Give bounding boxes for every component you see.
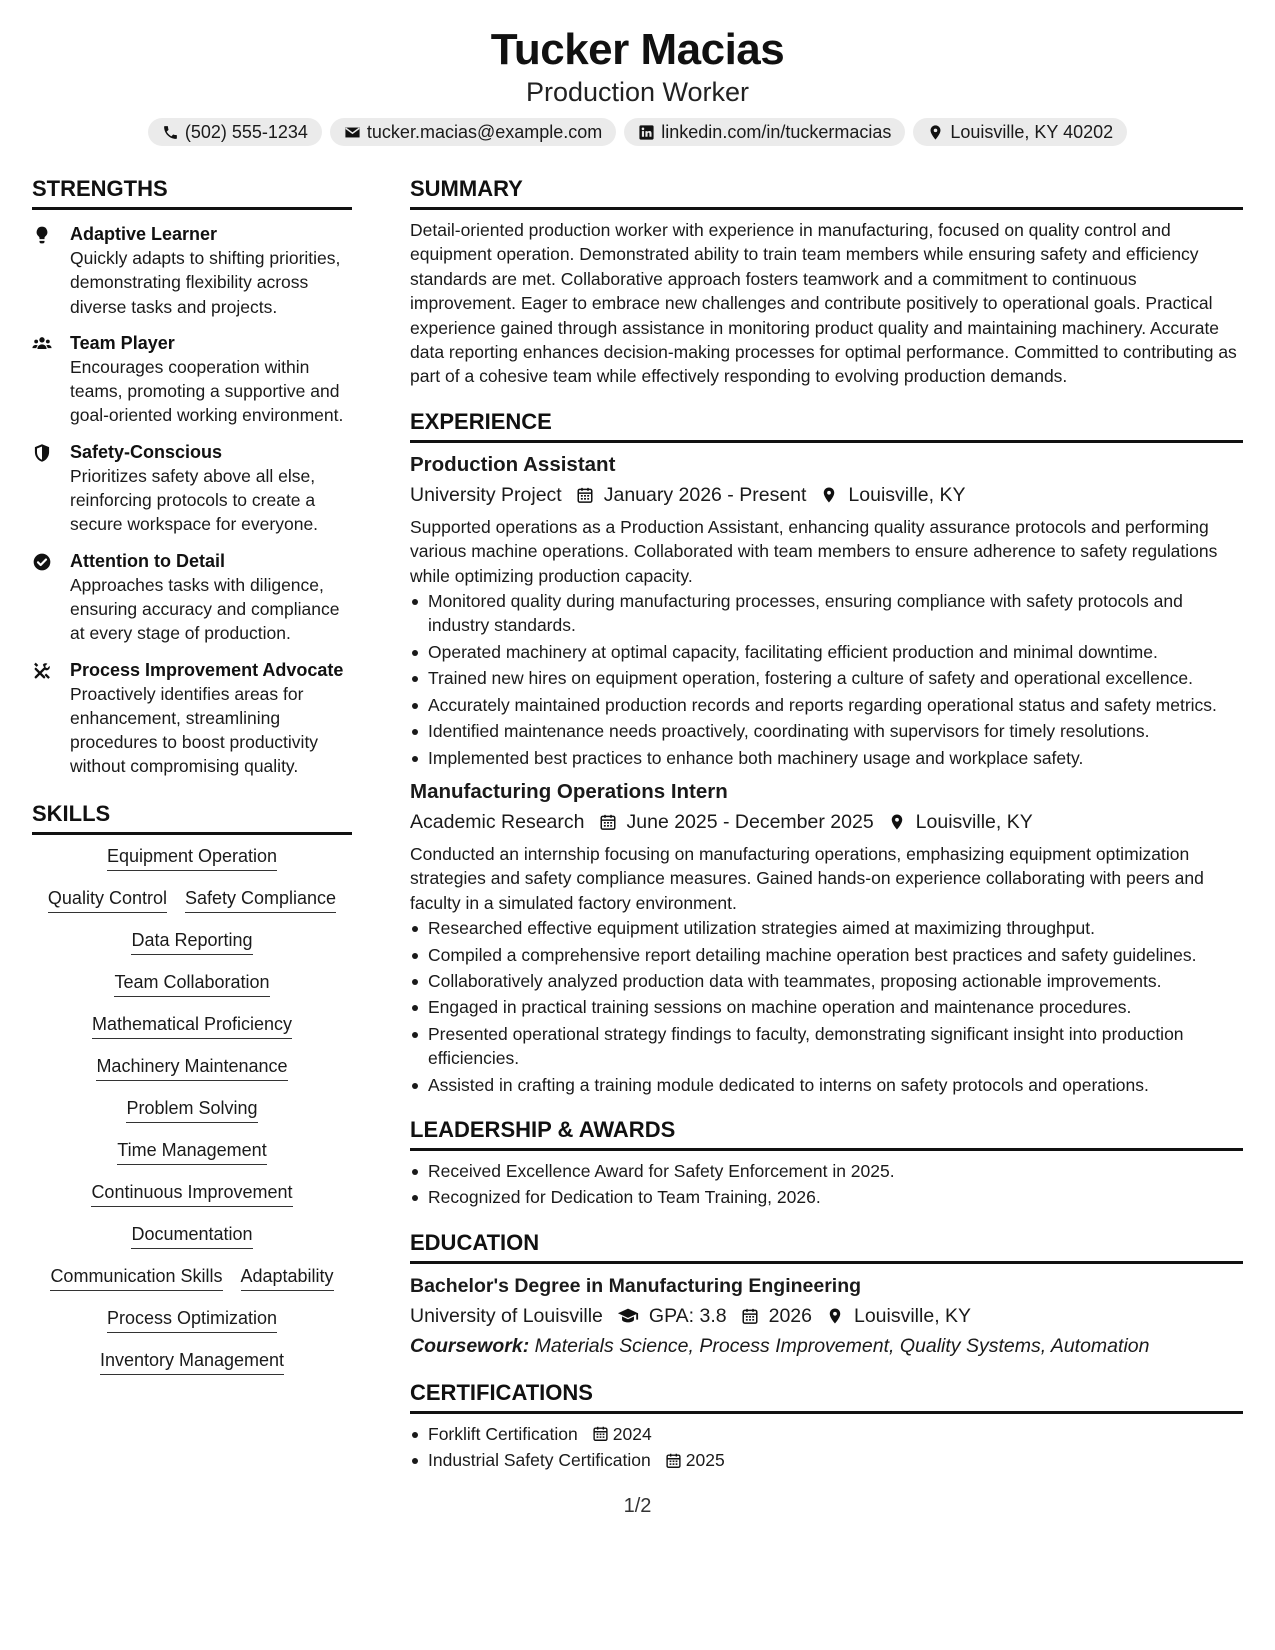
skill-tag: Data Reporting bbox=[131, 929, 252, 955]
coursework bbox=[410, 1332, 1243, 1360]
list-item: Engaged in practical training sessions on machine operation and maintenance procedures. bbox=[410, 995, 1243, 1019]
job-meta bbox=[410, 808, 1243, 836]
list-item: Presented operational strategy findings to faculty, demonstrating significant insight into production efficiencies. bbox=[410, 1022, 1243, 1071]
coursework-list: Materials Science, Process Improvement, Quality Systems, Automation bbox=[534, 1334, 1150, 1357]
skill-tag: Inventory Management bbox=[100, 1349, 284, 1375]
shield-icon bbox=[32, 443, 52, 463]
graduation-year: 2026 bbox=[768, 1304, 812, 1327]
list-item: Received Excellence Award for Safety Enforcement in 2025. bbox=[410, 1159, 1243, 1183]
job-location: Louisville, KY bbox=[915, 810, 1033, 833]
map-pin-icon bbox=[888, 813, 906, 831]
certifications-list bbox=[410, 1422, 1243, 1473]
job-org: University Project bbox=[410, 483, 562, 506]
education-heading: EDUCATION bbox=[410, 1230, 1243, 1264]
linkedin-icon bbox=[638, 124, 655, 141]
job-title: Manufacturing Operations Intern bbox=[410, 779, 728, 803]
list-item: Compiled a comprehensive report detailing machine operation best practices and safety guidelines. bbox=[410, 943, 1243, 967]
list-item: Identified maintenance needs proactively, coordinating with supervisors for timely resolutions. bbox=[410, 719, 1243, 743]
summary-heading: SUMMARY bbox=[410, 176, 1243, 210]
skill-tag: Communication Skills bbox=[50, 1265, 222, 1291]
skill-tag: Time Management bbox=[117, 1139, 266, 1165]
skill-tag: Quality Control bbox=[48, 887, 167, 913]
education-meta bbox=[410, 1302, 1243, 1330]
calendar-icon bbox=[665, 1452, 682, 1469]
job-meta bbox=[410, 481, 1243, 509]
skills-list bbox=[32, 845, 352, 1375]
job-description: Supported operations as a Production Assistant, enhancing quality assurance protocols and performing various machine operations. Collaborated with team members to ensure adherence to safety regulations while optimizing production capacity. bbox=[410, 516, 1218, 586]
list-item: Monitored quality during manufacturing processes, ensuring compliance with safety protocols and industry standards. bbox=[410, 589, 1243, 638]
leadership-heading: LEADERSHIP & AWARDS bbox=[410, 1117, 1243, 1151]
school-location: Louisville, KY bbox=[853, 1304, 972, 1327]
envelope-icon bbox=[344, 124, 361, 141]
certifications-heading: CERTIFICATIONS bbox=[410, 1380, 1243, 1414]
list-item bbox=[410, 1448, 1243, 1472]
contact-location[interactable] bbox=[913, 118, 1127, 146]
strength-text: Encourages cooperation within teams, promoting a supportive and goal-oriented working environment. bbox=[70, 356, 344, 426]
job-entry bbox=[410, 778, 1243, 1097]
strength-item bbox=[32, 549, 352, 646]
lightbulb-icon bbox=[32, 225, 52, 245]
leadership-list bbox=[410, 1159, 1243, 1210]
school-name: University of Louisville bbox=[410, 1304, 603, 1327]
list-item: Recognized for Dedication to Team Training, 2026. bbox=[410, 1185, 1243, 1209]
strength-item bbox=[32, 658, 352, 779]
list-item: Accurately maintained production records and reports regarding operational status and safety metrics. bbox=[410, 693, 1243, 717]
list-item: Trained new hires on equipment operation, fostering a culture of safety and operational excellence. bbox=[410, 666, 1243, 690]
cert-year: 2025 bbox=[685, 1450, 725, 1471]
right-column bbox=[410, 176, 1243, 1475]
experience-heading: EXPERIENCE bbox=[410, 409, 1243, 443]
contact-bar bbox=[0, 118, 1275, 146]
map-pin-icon bbox=[927, 124, 944, 141]
degree-title: Bachelor's Degree in Manufacturing Engineering bbox=[410, 1274, 862, 1297]
strength-title: Process Improvement Advocate bbox=[70, 659, 344, 680]
gpa: GPA: 3.8 bbox=[648, 1304, 727, 1327]
skill-tag: Adaptability bbox=[241, 1265, 334, 1291]
coursework-label: Coursework: bbox=[410, 1334, 530, 1357]
skill-tag: Problem Solving bbox=[126, 1097, 257, 1123]
job-location: Louisville, KY bbox=[848, 483, 966, 506]
strength-item bbox=[32, 331, 352, 428]
job-bullets bbox=[410, 916, 1243, 1097]
skill-tag: Continuous Improvement bbox=[91, 1181, 292, 1207]
strength-title: Attention to Detail bbox=[70, 550, 225, 571]
candidate-name: Tucker Macias bbox=[490, 25, 785, 74]
candidate-title: Production Worker bbox=[525, 77, 750, 107]
cert-year: 2024 bbox=[612, 1423, 652, 1444]
list-item: Researched effective equipment utilization strategies aimed at maximizing throughput. bbox=[410, 916, 1243, 940]
skill-tag: Process Optimization bbox=[107, 1307, 277, 1333]
job-entry bbox=[410, 451, 1243, 770]
left-column bbox=[32, 176, 352, 1475]
contact-phone[interactable] bbox=[148, 118, 322, 146]
strength-text: Prioritizes safety above all else, reinforcing protocols to create a secure workspace for everyone. bbox=[70, 465, 319, 535]
job-dates: June 2025 - December 2025 bbox=[626, 810, 874, 833]
strength-text: Proactively identifies areas for enhancement, streamlining procedures to boost productivity without compromising quality. bbox=[70, 683, 319, 777]
contact-text: linkedin.com/in/tuckermacias bbox=[661, 122, 892, 142]
strength-title: Team Player bbox=[70, 332, 175, 353]
strengths-list bbox=[32, 222, 352, 779]
cert-name: Forklift Certification bbox=[428, 1423, 578, 1444]
tools-icon bbox=[32, 661, 52, 681]
job-dates: January 2026 - Present bbox=[603, 483, 807, 506]
users-icon bbox=[32, 334, 52, 354]
skill-tag: Documentation bbox=[131, 1223, 252, 1249]
skill-tag: Safety Compliance bbox=[185, 887, 336, 913]
list-item: Operated machinery at optimal capacity, facilitating efficient production and minimal downtime. bbox=[410, 640, 1243, 664]
contact-text: (502) 555-1234 bbox=[184, 122, 308, 142]
strength-title: Safety-Conscious bbox=[70, 441, 223, 462]
strength-title: Adaptive Learner bbox=[70, 224, 218, 244]
contact-text: Louisville, KY 40202 bbox=[950, 122, 1114, 142]
map-pin-icon bbox=[820, 486, 838, 504]
map-pin-icon bbox=[826, 1307, 844, 1325]
phone-icon bbox=[162, 124, 179, 141]
cert-name: Industrial Safety Certification bbox=[428, 1450, 651, 1471]
job-org: Academic Research bbox=[410, 810, 585, 833]
skills-heading: SKILLS bbox=[32, 801, 352, 835]
calendar-icon bbox=[741, 1307, 759, 1325]
strength-item bbox=[32, 440, 352, 537]
strength-item bbox=[32, 222, 352, 319]
list-item: Assisted in crafting a training module dedicated to interns on safety protocols and operations. bbox=[410, 1073, 1243, 1097]
job-description: Conducted an internship focusing on manufacturing operations, emphasizing equipment optimization strategies and safety compliance measures. Gained hands-on experience collaborating with peers and faculty in a simulated factory environment. bbox=[410, 843, 1204, 913]
summary-text: Detail-oriented production worker with experience in manufacturing, focused on quality control and equipment operation. Demonstrated ability to train team members while ensuring safety and efficiency standards are met. Collaborative approach fosters teamwork and a commitment to continuous improvement. Eager to embrace new challenges and contribute positively to operational goals. Practical experience gained through assistance in monitoring product quality and maintaining machinery. Accurate data reporting enhances decision-making processes for optimal performance. Committed to contributing as part of a cohesive team while effectively responding to evolving production demands. bbox=[410, 220, 1237, 387]
skill-tag: Equipment Operation bbox=[107, 845, 277, 871]
strength-text: Approaches tasks with diligence, ensuring accuracy and compliance at every stage of production. bbox=[70, 574, 340, 644]
skill-tag: Team Collaboration bbox=[114, 971, 269, 997]
contact-email[interactable] bbox=[330, 118, 616, 146]
list-item: Implemented best practices to enhance both machinery usage and workplace safety. bbox=[410, 746, 1243, 770]
calendar-icon bbox=[592, 1425, 609, 1442]
contact-linkedin[interactable] bbox=[624, 118, 905, 146]
check-circle-icon bbox=[32, 552, 52, 572]
strengths-heading: STRENGTHS bbox=[32, 176, 352, 210]
contact-text: tucker.macias@example.com bbox=[366, 122, 603, 142]
calendar-icon bbox=[599, 813, 617, 831]
skill-tag: Machinery Maintenance bbox=[96, 1055, 287, 1081]
list-item: Collaboratively analyzed production data with teammates, proposing actionable improvements. bbox=[410, 969, 1243, 993]
resume-body bbox=[32, 176, 1243, 1475]
strength-text: Quickly adapts to shifting priorities, demonstrating flexibility across diverse tasks and projects. bbox=[70, 248, 341, 317]
list-item bbox=[410, 1422, 1243, 1446]
job-title: Production Assistant bbox=[410, 452, 616, 476]
skill-tag: Mathematical Proficiency bbox=[92, 1013, 292, 1039]
resume-header bbox=[0, 0, 1275, 146]
page-number: 1/2 bbox=[623, 1495, 652, 1517]
graduation-cap-icon bbox=[617, 1305, 639, 1327]
calendar-icon bbox=[576, 486, 594, 504]
job-bullets bbox=[410, 589, 1243, 770]
